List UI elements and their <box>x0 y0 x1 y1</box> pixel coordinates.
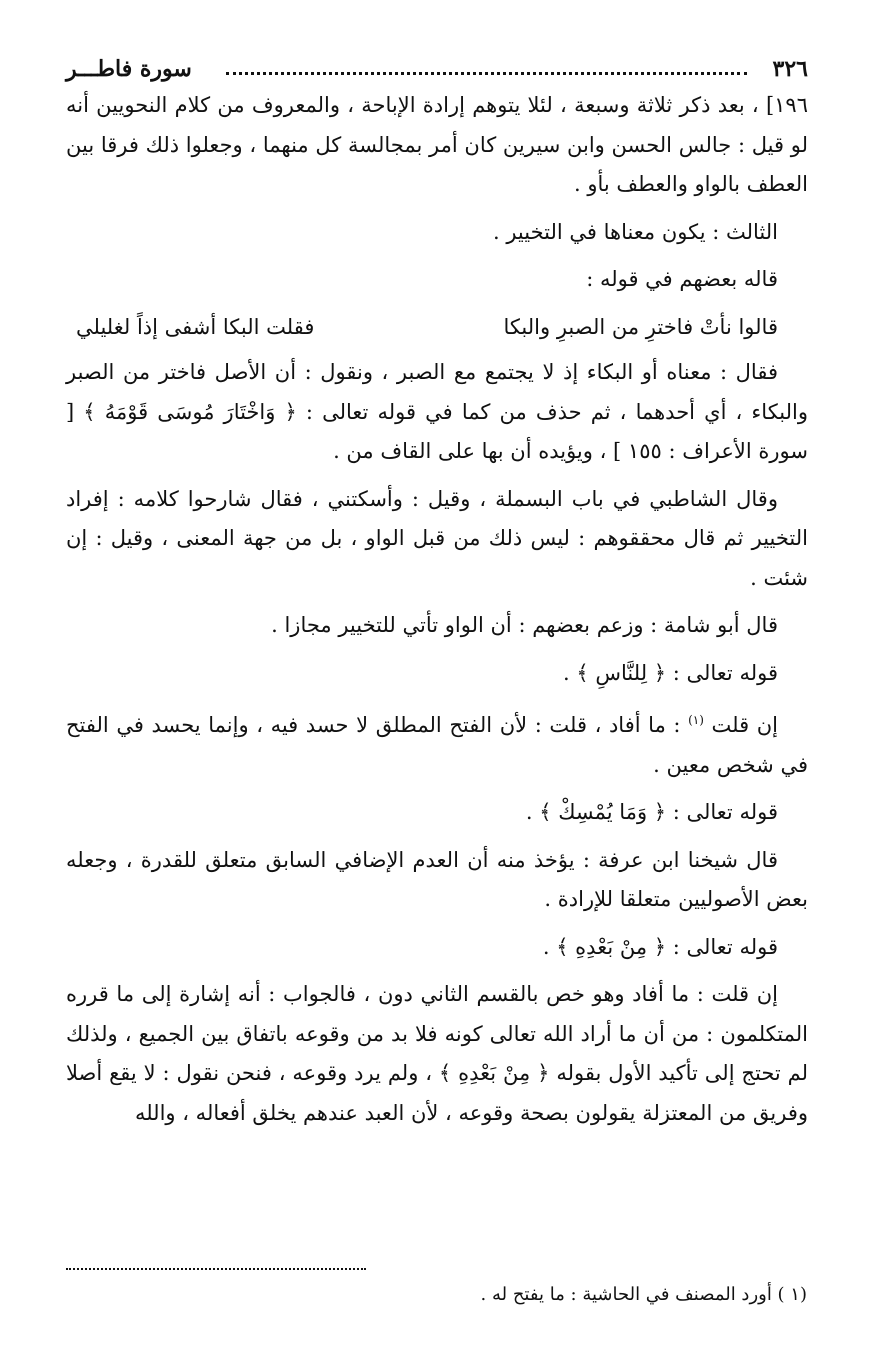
verse-first-hemistich: قالوا نأتْ فاخترِ من الصبرِ والبكا <box>503 314 778 339</box>
paragraph-explanation: فقال : معناه أو البكاء إذ لا يجتمع مع الصبر ، ونقول : أن الأصل فاختر من الصبر والبكاء ، أي أحدهما ، ثم حذف من كما في قوله تعالى : ﴿ وَاخْتَارَ مُوسَى قَوْمَهُ ﴾ [ سورة الأعراف : ١٥٥ ] ، ويؤيده أن بها على القاف من . <box>66 360 808 463</box>
poetry-verse <box>66 308 778 348</box>
paragraph-ibn-arafa: قال شيخنا ابن عرفة : يؤخذ منه أن العدم الإضافي السابق متعلق للقدرة ، وجعله بعض الأصوليين متعلقا للإرادة . <box>66 847 808 911</box>
paragraph-continuation: ١٩٦] ، بعد ذكر ثلاثة وسبعة ، لئلا يتوهم إرادة الإباحة ، والمعروف من كلام النحويين أنه لو قيل : جالس الحسن وابن سيرين كان أمر بمجالسة كل منهما ، وجعلوا ذلك فرقا بين العطف بالواو والعطف بأو . <box>66 93 808 196</box>
paragraph-shatibi: وقال الشاطبي في باب البسملة ، وقيل : وأسكتني ، فقال شارحوا كلامه : إفراد التخيير ثم قال محققوهم : ليس ذلك من قبل الواو ، بل من جهة المعنى ، وقيل : إن شئت . <box>66 486 808 590</box>
footnote: (١ ) أورد المصنف في الحاشية : ما يفتح له . <box>480 1284 807 1305</box>
verse-second-hemistich: فقلت البكا أشفى إذاً لغليلي <box>76 314 315 339</box>
paragraph-verse-min-badihi: قوله تعالى : ﴿ مِنْ بَعْدِهِ ﴾ . <box>542 934 778 959</box>
paragraph-abu-shama: قال أبو شامة : وزعم بعضهم : أن الواو تأتي للتخيير مجازا . <box>271 613 778 637</box>
paragraph-question-fath <box>66 701 808 785</box>
paragraph-third-meaning: الثالث : يكون معناها في التخيير . <box>492 219 778 244</box>
paragraph-verse-intro: قاله بعضهم في قوله : <box>586 267 778 291</box>
paragraph-verse-yumsik: قوله تعالى : ﴿ وَمَا يُمْسِكْ ﴾ . <box>525 800 778 824</box>
footnote-mark: (١) <box>688 713 704 727</box>
page-body <box>66 86 808 1133</box>
question-lead: إن قلت <box>711 713 779 737</box>
surah-title: سورة فاطـــر <box>66 56 192 82</box>
page-number: ٣٢٦ <box>772 56 808 82</box>
paragraph-question-final: إن قلت : ما أفاد وهو خص بالقسم الثاني دون ، فالجواب : أنه إشارة إلى ما قرره المتكلمون : من أن ما أراد الله تعالى كونه فلا بد من وقوعه باتفاق بين الجميع ، ولذلك لم تحتج إلى تأكيد الأول بقوله ﴿ مِنْ بَعْدِهِ ﴾ ، ولم يرد وقوعه ، فنحن نقول : لا يقع أصلا وفريق من المعتزلة يقولون بصحة وقوعه ، لأن العبد عندهم يخلق أفعاله ، والله <box>66 982 808 1125</box>
page <box>66 52 808 1141</box>
question-rest: : ما أفاد ، قلت : لأن الفتح المطلق لا حسد فيه ، وإنما يحسد في الفتح في شخص معين . <box>66 713 808 777</box>
paragraph-verse-lilnas: قوله تعالى : ﴿ لِلنَّاسِ ﴾ . <box>563 660 778 685</box>
footnote-separator <box>66 1268 366 1270</box>
running-header <box>66 52 808 86</box>
header-dotted-rule <box>226 72 747 75</box>
